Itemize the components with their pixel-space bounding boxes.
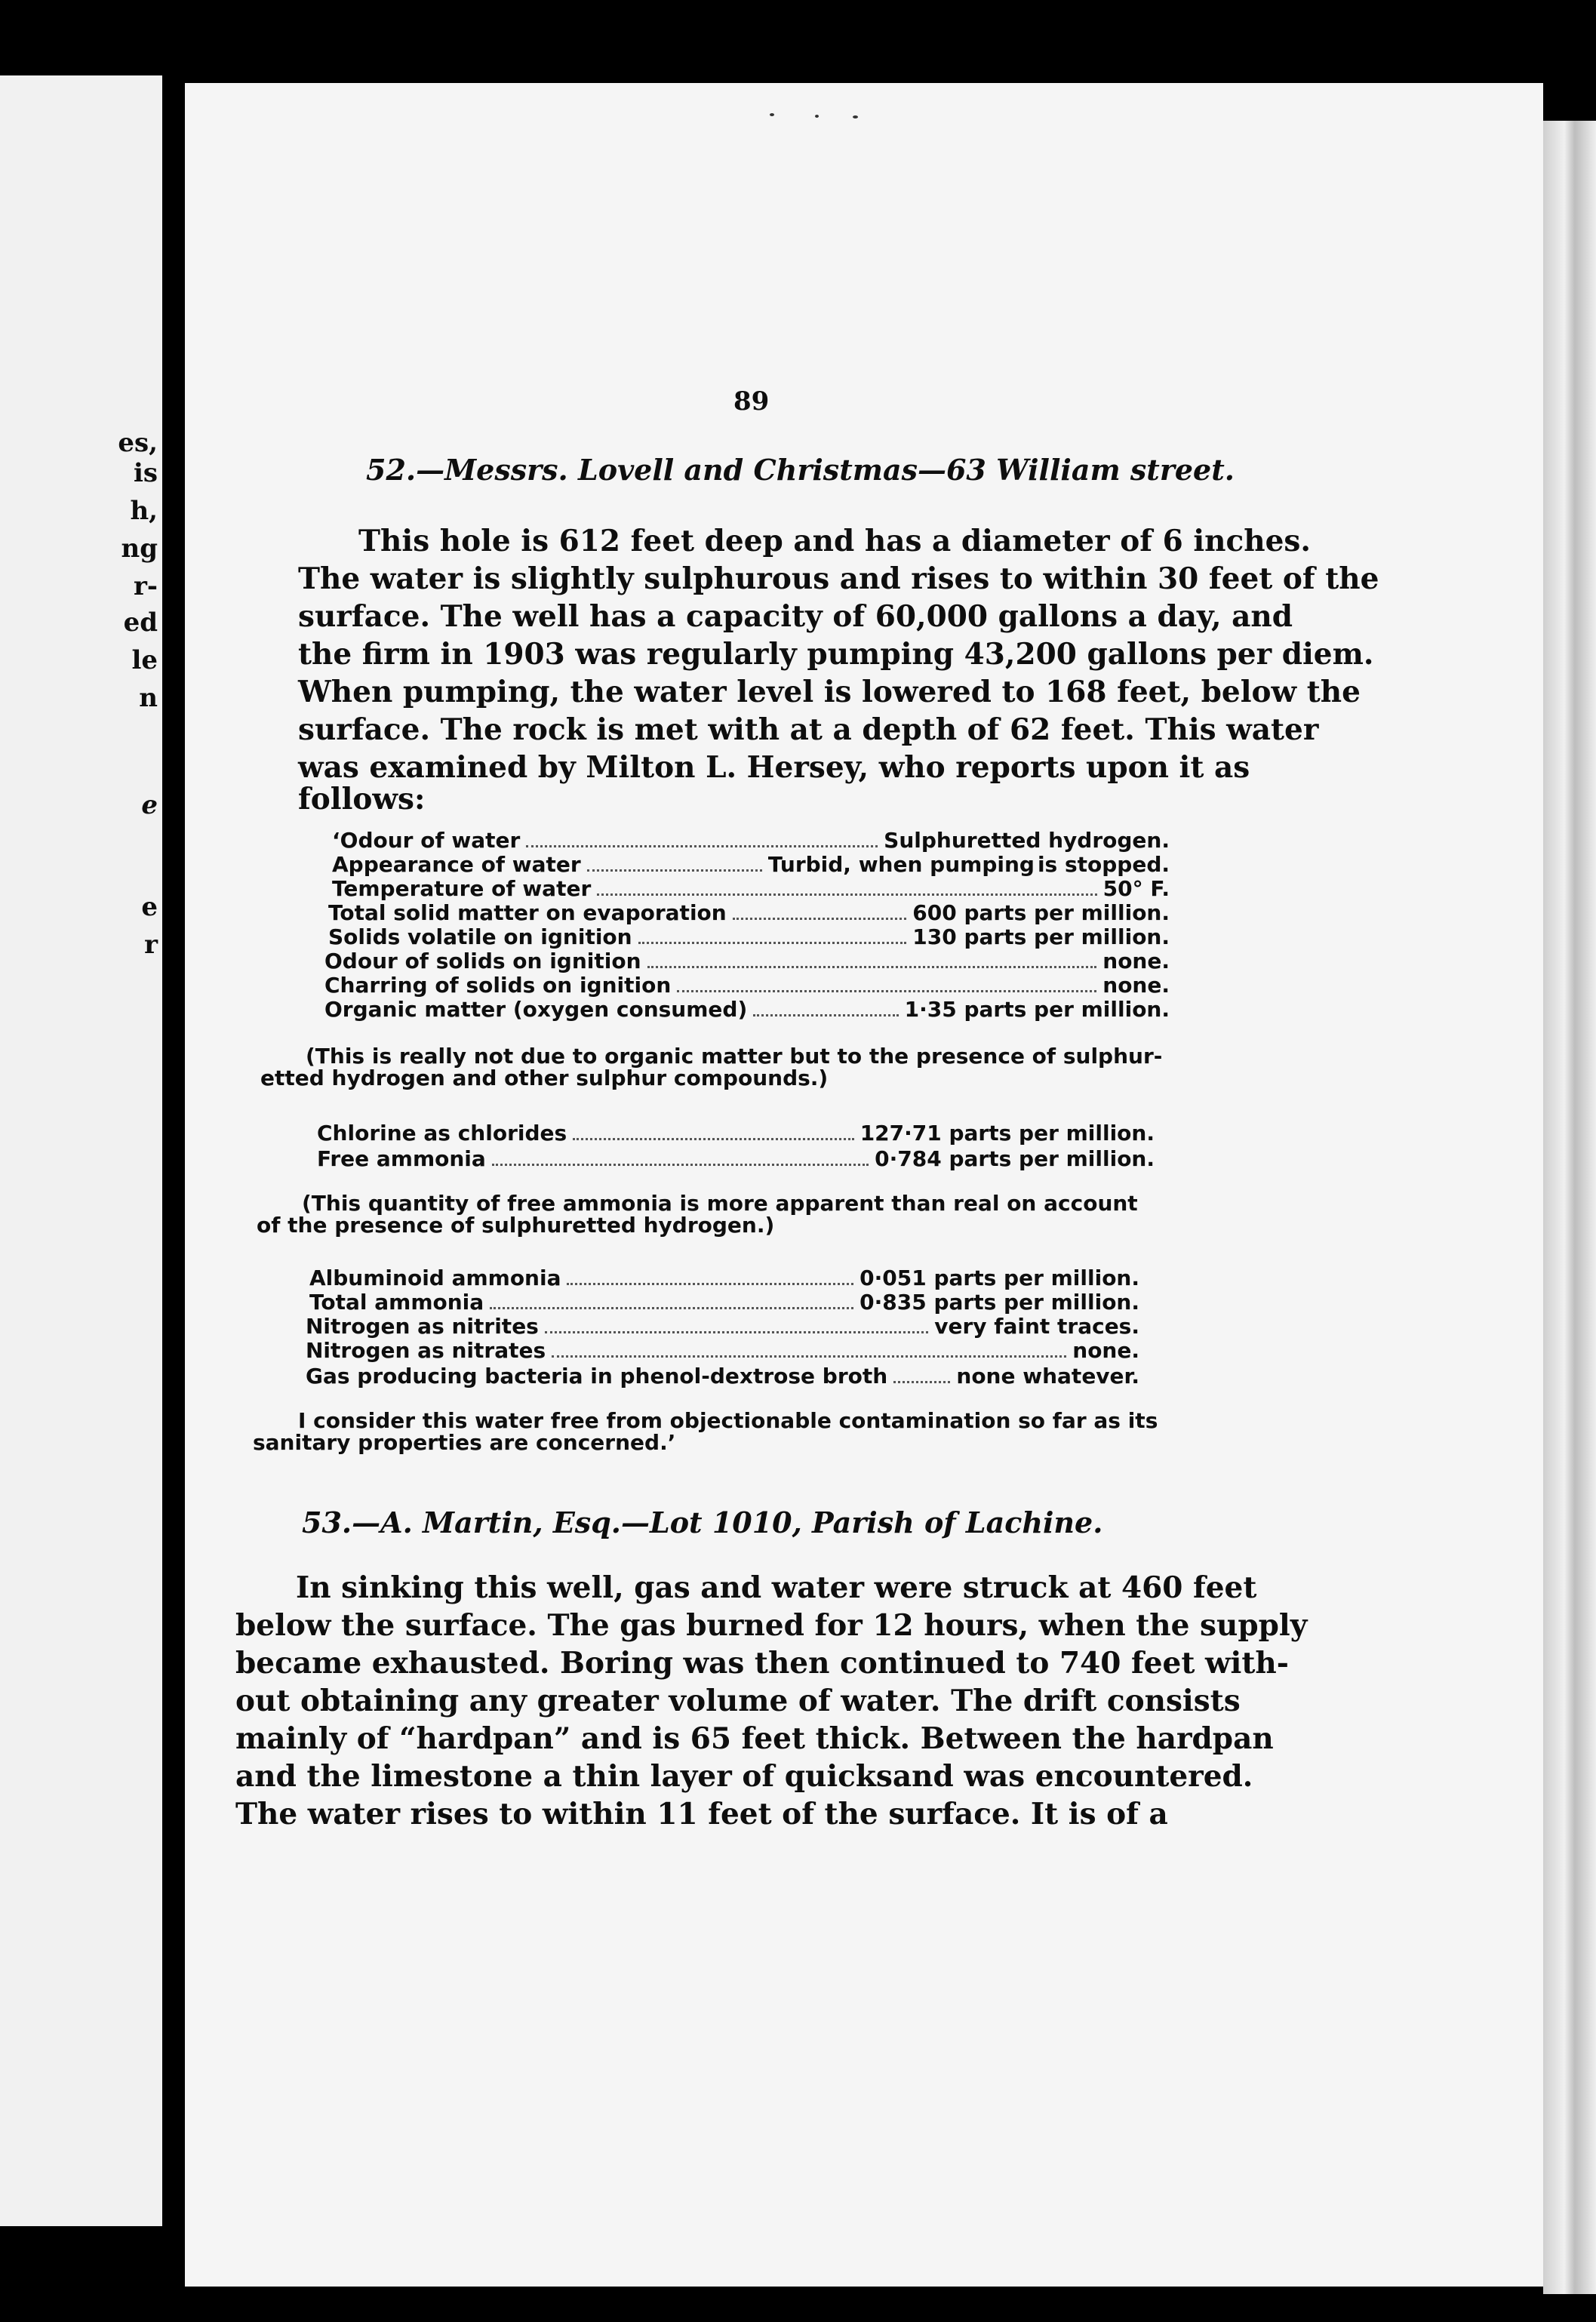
- paragraph-line: and the limestone a thin layer of quicksand was encountered.: [235, 1759, 1253, 1794]
- facing-page-fragment: ed: [123, 607, 158, 638]
- analysis-label: Solids volatile on ignition: [328, 924, 632, 949]
- page-stack-edge: [1543, 121, 1596, 2294]
- leader-dots: [638, 941, 907, 944]
- scan-speck: [770, 113, 774, 116]
- facing-page-fragment: es,: [118, 428, 158, 458]
- note-line: (This quantity of free ammonia is more apparent than real on account: [302, 1191, 1138, 1216]
- analysis-value: 0·051 parts per million.: [860, 1266, 1139, 1290]
- leader-dots: [677, 989, 1096, 992]
- analysis-row: [317, 1146, 1155, 1171]
- paragraph-line: became exhausted. Boring was then continued to 740 feet with-: [235, 1646, 1289, 1681]
- analysis-value: 127·71 parts per million.: [860, 1121, 1155, 1146]
- analysis-value: 1·35 parts per million.: [904, 997, 1170, 1022]
- facing-page-fragment: e: [141, 790, 158, 820]
- facing-page-fragment: n: [139, 683, 158, 713]
- facing-page-fragment: h,: [130, 496, 158, 526]
- facing-page: [0, 75, 165, 2226]
- leader-dots: [492, 1163, 869, 1166]
- facing-page-fragment: e: [141, 892, 158, 922]
- facing-page-fragment: r: [144, 930, 158, 960]
- paragraph-line: surface. The rock is met with at a depth of 62 feet. This water: [298, 712, 1319, 747]
- analysis-value: 130 parts per million.: [912, 924, 1170, 949]
- section-53-heading: 53.—A. Martin, Esq.—Lot 1010, Parish of Lachine.: [302, 1505, 1103, 1539]
- analysis-value: Turbid, when pumping: [767, 852, 1035, 877]
- analysis-value: none.: [1102, 949, 1170, 973]
- paragraph-line: This hole is 612 feet deep and has a diameter of 6 inches.: [358, 524, 1311, 558]
- note-line: of the presence of sulphuretted hydrogen.): [257, 1213, 775, 1238]
- analysis-row: [309, 1268, 1139, 1289]
- leader-dots: [733, 917, 907, 920]
- analysis-value: 0·784 parts per million.: [875, 1146, 1155, 1171]
- leader-dots: [587, 869, 762, 872]
- analysis-label: Total solid matter on evaporation: [328, 900, 727, 925]
- analysis-value: none.: [1102, 973, 1170, 998]
- analysis-row: [324, 975, 1170, 996]
- paragraph-line: In sinking this well, gas and water were struck at 460 feet: [296, 1570, 1257, 1605]
- analysis-label: Organic matter (oxygen consumed): [324, 997, 748, 1022]
- paragraph-line: below the surface. The gas burned for 12 hours, when the supply: [235, 1608, 1308, 1643]
- leader-dots: [647, 965, 1097, 968]
- leader-dots: [893, 1380, 950, 1383]
- paragraph-line: The water rises to within 11 feet of the surface. It is of a: [235, 1797, 1168, 1831]
- facing-page-fragment: ng: [121, 534, 158, 564]
- analysis-row: [328, 924, 1170, 949]
- facing-page-fragment: le: [131, 645, 158, 675]
- note-line: I consider this water free from objectionable contamination so far as its: [298, 1408, 1158, 1433]
- analysis-value: 50° F.: [1102, 876, 1170, 901]
- facing-page-fragment: is: [133, 458, 158, 488]
- analysis-label: Charring of solids on ignition: [324, 973, 672, 998]
- analysis-label: Gas producing bacteria in phenol-dextrose broth: [306, 1364, 888, 1389]
- analysis-value: Sulphuretted hydrogen.: [884, 828, 1170, 853]
- analysis-row: [332, 878, 1170, 900]
- analysis-row: [309, 1292, 1139, 1313]
- analysis-row: [306, 1340, 1139, 1361]
- leader-dots: [545, 1330, 928, 1333]
- analysis-label: Nitrogen as nitrites: [306, 1314, 539, 1339]
- analysis-note: [260, 1045, 1162, 1090]
- analysis-value: 600 parts per million.: [912, 900, 1170, 925]
- analysis-note: [257, 1192, 1138, 1237]
- note-line: (This is really not due to organic matter but to the presence of sulphur-: [306, 1044, 1163, 1069]
- analysis-row: [332, 830, 1170, 851]
- book-gutter: [162, 68, 185, 2317]
- section-52-heading: 52.—Messrs. Lovell and Christmas—63 William street.: [366, 453, 1235, 487]
- facing-page-fragment: r-: [133, 571, 158, 601]
- paragraph-line: The water is slightly sulphurous and rises to within 30 feet of the: [298, 561, 1379, 596]
- leader-dots: [552, 1355, 1066, 1358]
- leader-dots: [573, 1137, 854, 1140]
- analysis-row: [332, 854, 1170, 875]
- paragraph-line: was examined by Milton L. Hersey, who reports upon it as: [298, 750, 1250, 785]
- analysis-label: Temperature of water: [332, 876, 592, 901]
- paragraph-line: the firm in 1903 was regularly pumping 43,200 gallons per diem.: [298, 637, 1374, 672]
- page-number: 89: [733, 386, 770, 417]
- paragraph-line: follows:: [298, 782, 426, 817]
- analysis-value: none.: [1072, 1338, 1139, 1363]
- book-page: [185, 83, 1543, 2287]
- analysis-label: Odour of solids on ignition: [324, 949, 641, 973]
- analysis-row: [324, 951, 1170, 972]
- paragraph-line: surface. The well has a capacity of 60,000 gallons a day, and: [298, 599, 1293, 634]
- leader-dots: [526, 844, 878, 847]
- note-line: sanitary properties are concerned.’: [253, 1430, 676, 1456]
- paragraph-line: mainly of “hardpan” and is 65 feet thick. Between the hardpan: [235, 1721, 1274, 1756]
- scan-speck: [853, 115, 858, 118]
- analysis-row: [306, 1316, 1139, 1337]
- analysis-label: Total ammonia: [309, 1290, 484, 1315]
- analysis-conclusion: [253, 1410, 1158, 1454]
- note-line: etted hydrogen and other sulphur compounds.): [260, 1066, 829, 1091]
- leader-dots: [753, 1013, 898, 1016]
- leader-dots: [567, 1282, 853, 1285]
- scan-speck: [815, 115, 819, 118]
- leader-dots: [490, 1306, 853, 1309]
- analysis-row: [328, 900, 1170, 925]
- analysis-label: ‘Odour of water: [332, 828, 521, 853]
- leader-dots: [597, 893, 1096, 896]
- analysis-row: [324, 999, 1170, 1020]
- analysis-label: Albuminoid ammonia: [309, 1266, 561, 1290]
- paragraph-line: out obtaining any greater volume of water. The drift consists: [235, 1684, 1241, 1718]
- analysis-value: is stopped.: [1037, 852, 1170, 877]
- paragraph-line: When pumping, the water level is lowered to 168 feet, below the: [298, 675, 1361, 709]
- analysis-label: Free ammonia: [317, 1146, 486, 1171]
- analysis-row: [306, 1366, 1139, 1387]
- analysis-value: none whatever.: [956, 1364, 1139, 1389]
- analysis-value: 0·835 parts per million.: [860, 1290, 1139, 1315]
- analysis-label: Chlorine as chlorides: [317, 1121, 567, 1146]
- analysis-row: [317, 1123, 1155, 1144]
- analysis-label: Nitrogen as nitrates: [306, 1338, 546, 1363]
- analysis-label: Appearance of water: [332, 852, 581, 877]
- analysis-value: very faint traces.: [934, 1314, 1139, 1339]
